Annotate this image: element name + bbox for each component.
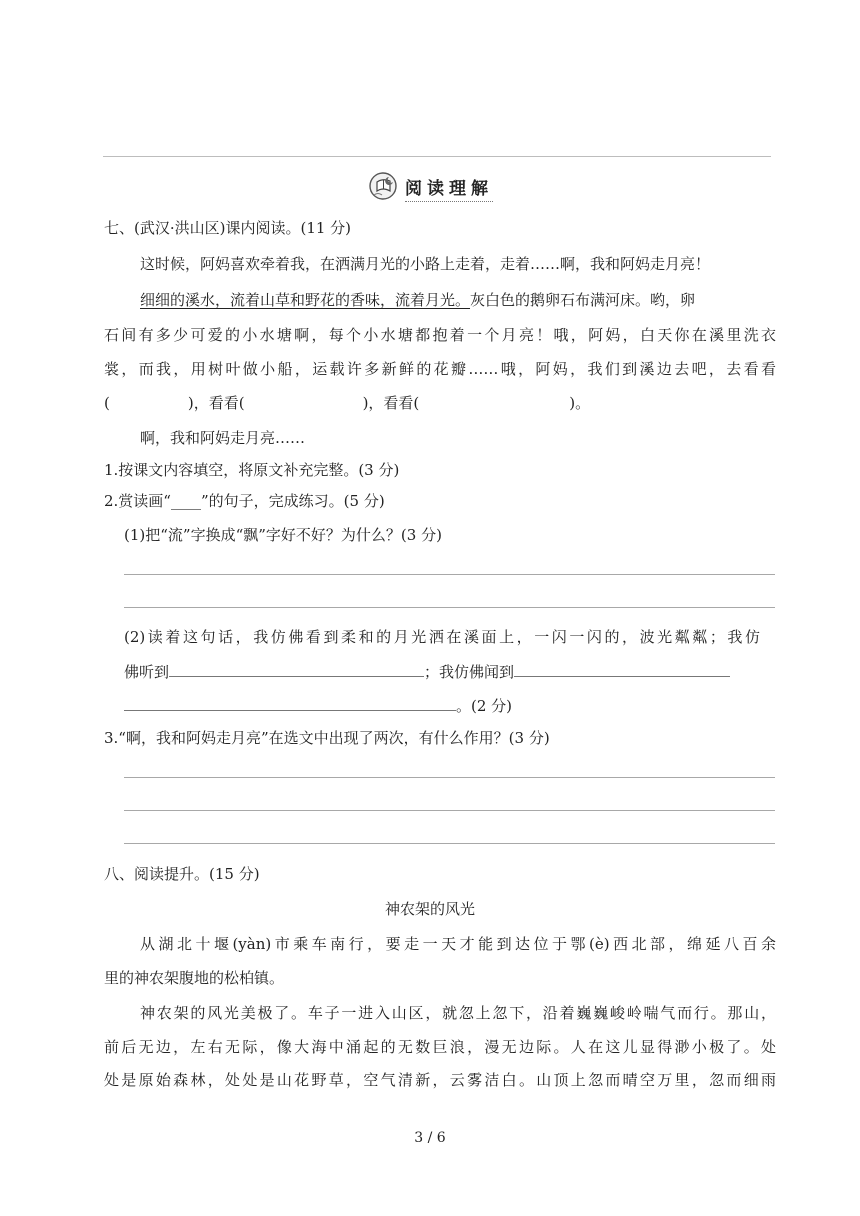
q7-passage-line-5 (104, 393, 784, 413)
section-title: 阅读理解 (405, 174, 493, 202)
smell-blank[interactable] (514, 661, 730, 677)
q7-passage-line-2-rest: 灰白色的鹅卵石布满河床。哟，卵 (470, 291, 696, 309)
q7-sub-2-2-line-1: (2)读着这句话，我仿佛看到柔和的月光洒在溪面上，一闪一闪的，波光粼粼；我仿 (124, 628, 760, 646)
answer-line[interactable] (124, 777, 775, 778)
q7-open-paren: ( (104, 394, 110, 412)
q7-sub-2-2-line-2 (124, 661, 804, 682)
q7-sub-3: 3.“啊，我和阿妈走月亮”在选文中出现了两次，有什么作用？(3 分) (104, 729, 550, 747)
q7-sub-2-2-score: 。(2 分) (456, 697, 513, 715)
q7-passage-line-4: 裳，而我，用树叶做小船，运载许多新鲜的花瓣……哦，阿妈，我们到溪边去吧，去看看 (104, 360, 776, 378)
q7-passage-line-1: 这时候，阿妈喜欢牵着我，在洒满月光的小路上走着，走着……啊，我和阿妈走月亮！ (140, 255, 711, 273)
q7-passage-line-2 (140, 290, 820, 310)
q7-look-2: )，看看( (362, 394, 420, 412)
q7-passage-line-6: 啊，我和阿妈走月亮…… (140, 429, 306, 447)
q7-sub-2-2-line-3 (124, 695, 804, 716)
q8-passage-line-4: 前后无边，左右无际，像大海中涌起的无数巨浪，漫无边际。人在这儿显得渺小极了。处 (104, 1038, 776, 1056)
section-header (368, 173, 493, 203)
q8-passage-line-3: 神农架的风光美极了。车子一进入山区，就忽上忽下，沿着巍巍峻岭喘气而行。那山， (140, 1004, 776, 1022)
answer-line[interactable] (124, 810, 775, 811)
q8-passage-line-2: 里的神农架腹地的松柏镇。 (104, 969, 285, 987)
q7-heading: 七、(武汉·洪山区)课内阅读。(11 分) (104, 219, 352, 237)
q8-passage-line-1: 从湖北十堰(yàn)市乘车南行，要走一天才能到达位于鄂(è)西北部，绵延八百余 (140, 935, 776, 953)
smell-blank-continued[interactable] (124, 695, 456, 711)
q7-smell-label: ；我仿佛闻到 (424, 663, 515, 681)
q7-close-paren: )。 (569, 394, 591, 412)
q7-look-1: )，看看( (187, 394, 245, 412)
q7-sub-2-1: (1)把“流”字换成“飘”字好不好？为什么？(3 分) (124, 526, 442, 544)
q7-underlined-sentence: 细细的溪水，流着山草和野花的香味，流着月光。 (140, 291, 471, 309)
q7-hear-label: 佛听到 (124, 663, 170, 681)
q8-heading: 八、阅读提升。(15 分) (104, 865, 260, 883)
q7-sub-1: 1.按课文内容填空，将原文补充完整。(3 分) (104, 461, 400, 479)
page-number: 3 / 6 (414, 1130, 446, 1146)
answer-line[interactable] (124, 607, 775, 608)
q7-sub-2: 2.赏读画“____”的句子，完成练习。(5 分) (104, 492, 385, 510)
answer-line[interactable] (124, 574, 775, 575)
book-moon-icon (368, 171, 400, 205)
q8-passage-title: 神农架的风光 (384, 900, 475, 918)
q7-passage-line-3: 石间有多少可爱的小水塘啊，每个小水塘都抱着一个月亮！哦，阿妈，白天你在溪里洗衣 (104, 326, 776, 344)
top-divider (103, 156, 771, 157)
hear-blank[interactable] (169, 661, 424, 677)
answer-line[interactable] (124, 843, 775, 844)
q8-passage-line-5: 处是原始森林，处处是山花野草，空气清新，云雾洁白。山顶上忽而晴空万里，忽而细雨 (104, 1071, 776, 1089)
